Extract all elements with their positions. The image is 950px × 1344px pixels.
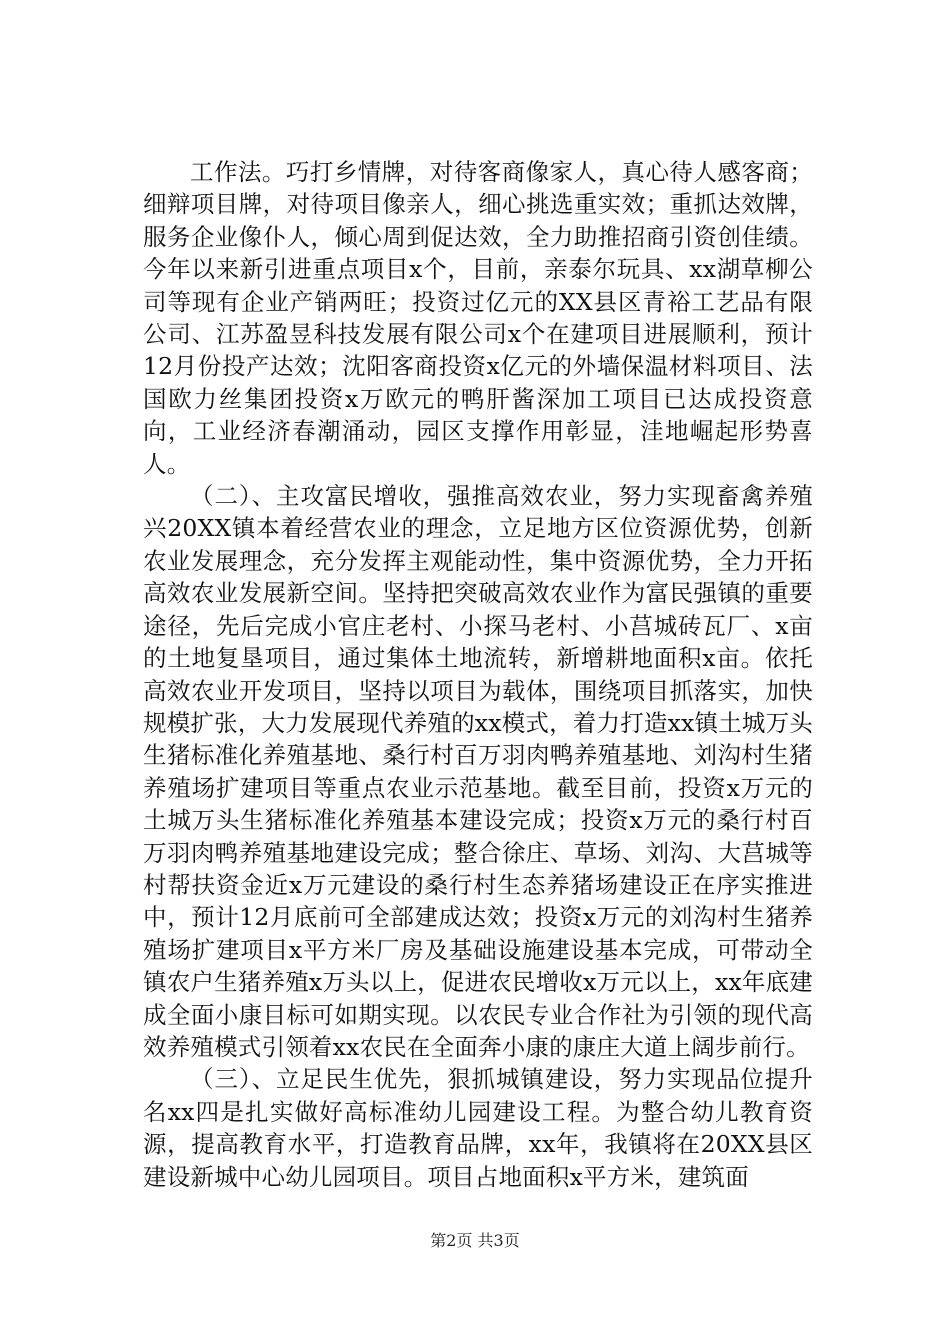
paragraph-1: 工作法。巧打乡情牌，对待客商像家人，真心待人感客商；细辩项目牌，对待项目像亲人，细心挑选重实效；重抓达效牌，服务企业像仆人，倾心周到促达效，全力助推招商引资创佳绩。今年以来新引进重点项目x个，目前，亲泰尔玩具、xx湖草柳公司等现有企业产销两旺；投资过亿元的XX县区青裕工艺品有限公司、江苏盈昱科技发展有限公司x个在建项目进展顺利，预计12月份投产达效；沈阳客商投资x亿元的外墙保温材料项目、法国欧力丝集团投资x万欧元的鸭肝酱深加工项目已达成投资意向，工业经济春潮涌动，园区支撑作用彰显，洼地崛起形势喜人。: [143, 158, 813, 478]
paragraph-3: （三）、立足民生优先，狠抓城镇建设，努力实现品位提升名xx四是扎实做好高标准幼儿园建设工程。为整合幼儿教育资源，提高教育水平，打造教育品牌，xx年，我镇将在20XX县区建设新城中心幼儿园项目。项目占地面积x平方米，建筑面: [143, 1065, 813, 1191]
page-footer: 第2页 共3页: [430, 1231, 520, 1250]
paragraph-2: （二）、主攻富民增收，强推高效农业，努力实现畜禽养殖兴20XX镇本着经营农业的理念，立足地方区位资源优势，创新农业发展理念，充分发挥主观能动性，集中资源优势，全力开拓高效农业发展新空间。坚持把突破高效农业作为富民强镇的重要途径，先后完成小官庄老村、小探马老村、小莒城砖瓦厂、x亩的土地复垦项目，通过集体土地流转，新增耕地面积x亩。依托高效农业开发项目，坚持以项目为载体，围绕项目抓落实，加快规模扩张，大力发展现代养殖的xx模式，着力打造xx镇土城万头生猪标准化养殖基地、桑行村百万羽肉鸭养殖基地、刘沟村生猪养殖场扩建项目等重点农业示范基地。截至目前，投资x万元的土城万头生猪标准化养殖基本建设完成；投资x万元的桑行村百万羽肉鸭养殖基地建设完成；整合徐庄、草场、刘沟、大莒城等村帮扶资金近x万元建设的桑行村生态养猪场建设正在序实推进中，预计12月底前可全部建成达效；投资x万元的刘沟村生猪养殖场扩建项目x平方米厂房及基础设施建设基本完成，可带动全镇农户生猪养殖x万头以上，促进农民增收x万元以上，xx年底建成全面小康目标可如期实现。以农民专业合作社为引领的现代高效养殖模式引领着xx农民在全面奔小康的康庄大道上阔步前行。: [143, 482, 814, 1061]
document-body: [143, 156, 813, 1193]
